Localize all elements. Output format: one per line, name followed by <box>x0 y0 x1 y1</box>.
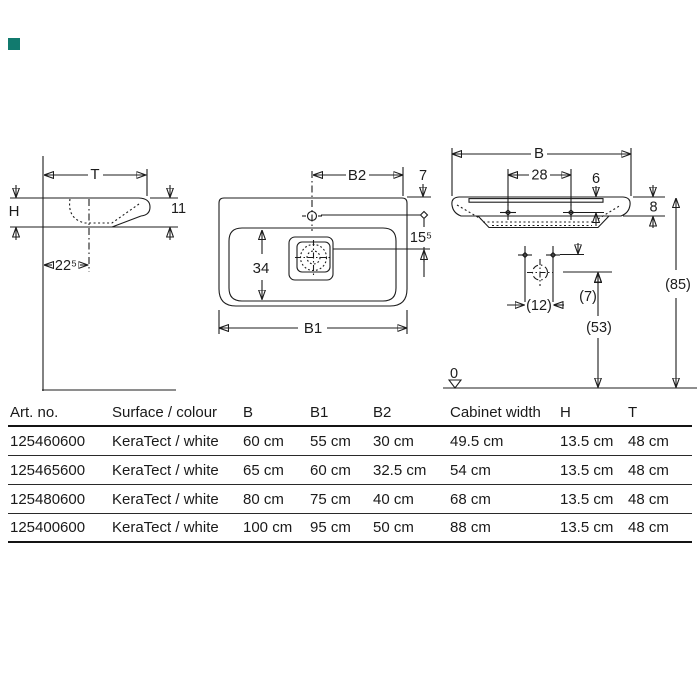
rim-height-label: (85) <box>665 277 691 293</box>
b1-value: 75 cm <box>310 490 351 508</box>
side-view-drawing <box>9 156 186 391</box>
b2-value: 30 cm <box>373 432 414 450</box>
surface-colour: KeraTect / white <box>112 432 219 450</box>
spec-table <box>8 400 692 543</box>
table-row <box>8 427 692 456</box>
b1-value: 95 cm <box>310 519 351 536</box>
col-surface-colour: Surface / colour <box>112 404 218 421</box>
col-b2: B2 <box>373 404 392 421</box>
col-art-no: Art. no. <box>10 404 59 421</box>
cabinet-width-value: 68 cm <box>450 490 491 508</box>
basin-top-surface-band <box>469 199 603 203</box>
edge-thickness-label: 8 <box>649 199 658 216</box>
h-value: 13.5 cm <box>560 461 614 479</box>
h-value: 13.5 cm <box>560 519 614 536</box>
col-h: H <box>560 404 571 421</box>
surface-colour: KeraTect / white <box>112 490 219 508</box>
cabinet-width-value: 54 cm <box>450 461 491 479</box>
col-b1: B1 <box>310 404 329 421</box>
basin-outline <box>219 198 407 306</box>
fixing-offset-label: 6 <box>591 171 601 187</box>
stud-spacing-label: (12) <box>526 298 552 314</box>
b-value: 65 cm <box>243 461 284 479</box>
top-view-drawing <box>219 167 432 337</box>
art-no: 125480600 <box>10 490 86 508</box>
tap-offset-label: 7 <box>418 168 428 184</box>
table-row <box>8 514 692 543</box>
art-no: 125460600 <box>10 432 86 450</box>
stud-markers <box>518 246 560 302</box>
tap-to-edge-label: B2 <box>347 167 367 184</box>
floor-level-label: 0 <box>449 366 459 382</box>
col-t: T <box>628 404 638 421</box>
t-value: 48 cm <box>628 461 669 479</box>
bowl-hidden-line <box>70 199 139 223</box>
depth-dimension-label: T <box>90 166 100 183</box>
t-value: 48 cm <box>628 490 669 508</box>
b-value: 80 cm <box>243 490 284 508</box>
height-dimension-label: H <box>8 203 20 220</box>
t-value: 48 cm <box>628 519 669 536</box>
drain-offset-label: 22⁵ <box>54 258 78 274</box>
drain-to-fixing-label: (7) <box>579 289 597 305</box>
tap-to-drain-label: 15⁵ <box>409 230 433 246</box>
cabinet-width-value: 49.5 cm <box>450 432 504 450</box>
b-value: 100 cm <box>243 519 293 536</box>
table-row <box>8 456 692 485</box>
front-edge-height-label: 11 <box>170 201 187 217</box>
drain-height-label: (53) <box>586 320 612 336</box>
surface-colour: KeraTect / white <box>112 461 219 479</box>
b2-value: 40 cm <box>373 490 414 508</box>
table-row <box>8 485 692 514</box>
col-cabinet-width: Cabinet width <box>450 404 541 421</box>
art-no: 125465600 <box>10 461 86 479</box>
b1-value: 55 cm <box>310 432 351 450</box>
bowl-depth-label: 34 <box>252 260 270 277</box>
b-value: 60 cm <box>243 432 284 450</box>
cabinet-width-value: 88 cm <box>450 519 491 536</box>
h-value: 13.5 cm <box>560 490 614 508</box>
t-value: 48 cm <box>628 432 669 450</box>
b2-value: 32.5 cm <box>373 461 427 479</box>
surface-colour: KeraTect / white <box>112 519 219 536</box>
spec-table-header <box>8 400 692 427</box>
width-dimension-label: B <box>533 145 545 162</box>
front-view-drawing <box>443 145 697 388</box>
dimension-diamond-marker <box>421 212 428 219</box>
b1-value: 60 cm <box>310 461 351 479</box>
bowl-width-label: B1 <box>303 320 323 337</box>
fixing-spacing-label: 28 <box>531 167 548 184</box>
basin-front-nose <box>139 198 150 216</box>
art-no: 125400600 <box>10 519 86 536</box>
fixing-hole-markers <box>500 204 604 220</box>
h-value: 13.5 cm <box>560 432 614 450</box>
col-b: B <box>243 404 254 421</box>
b2-value: 50 cm <box>373 519 414 536</box>
